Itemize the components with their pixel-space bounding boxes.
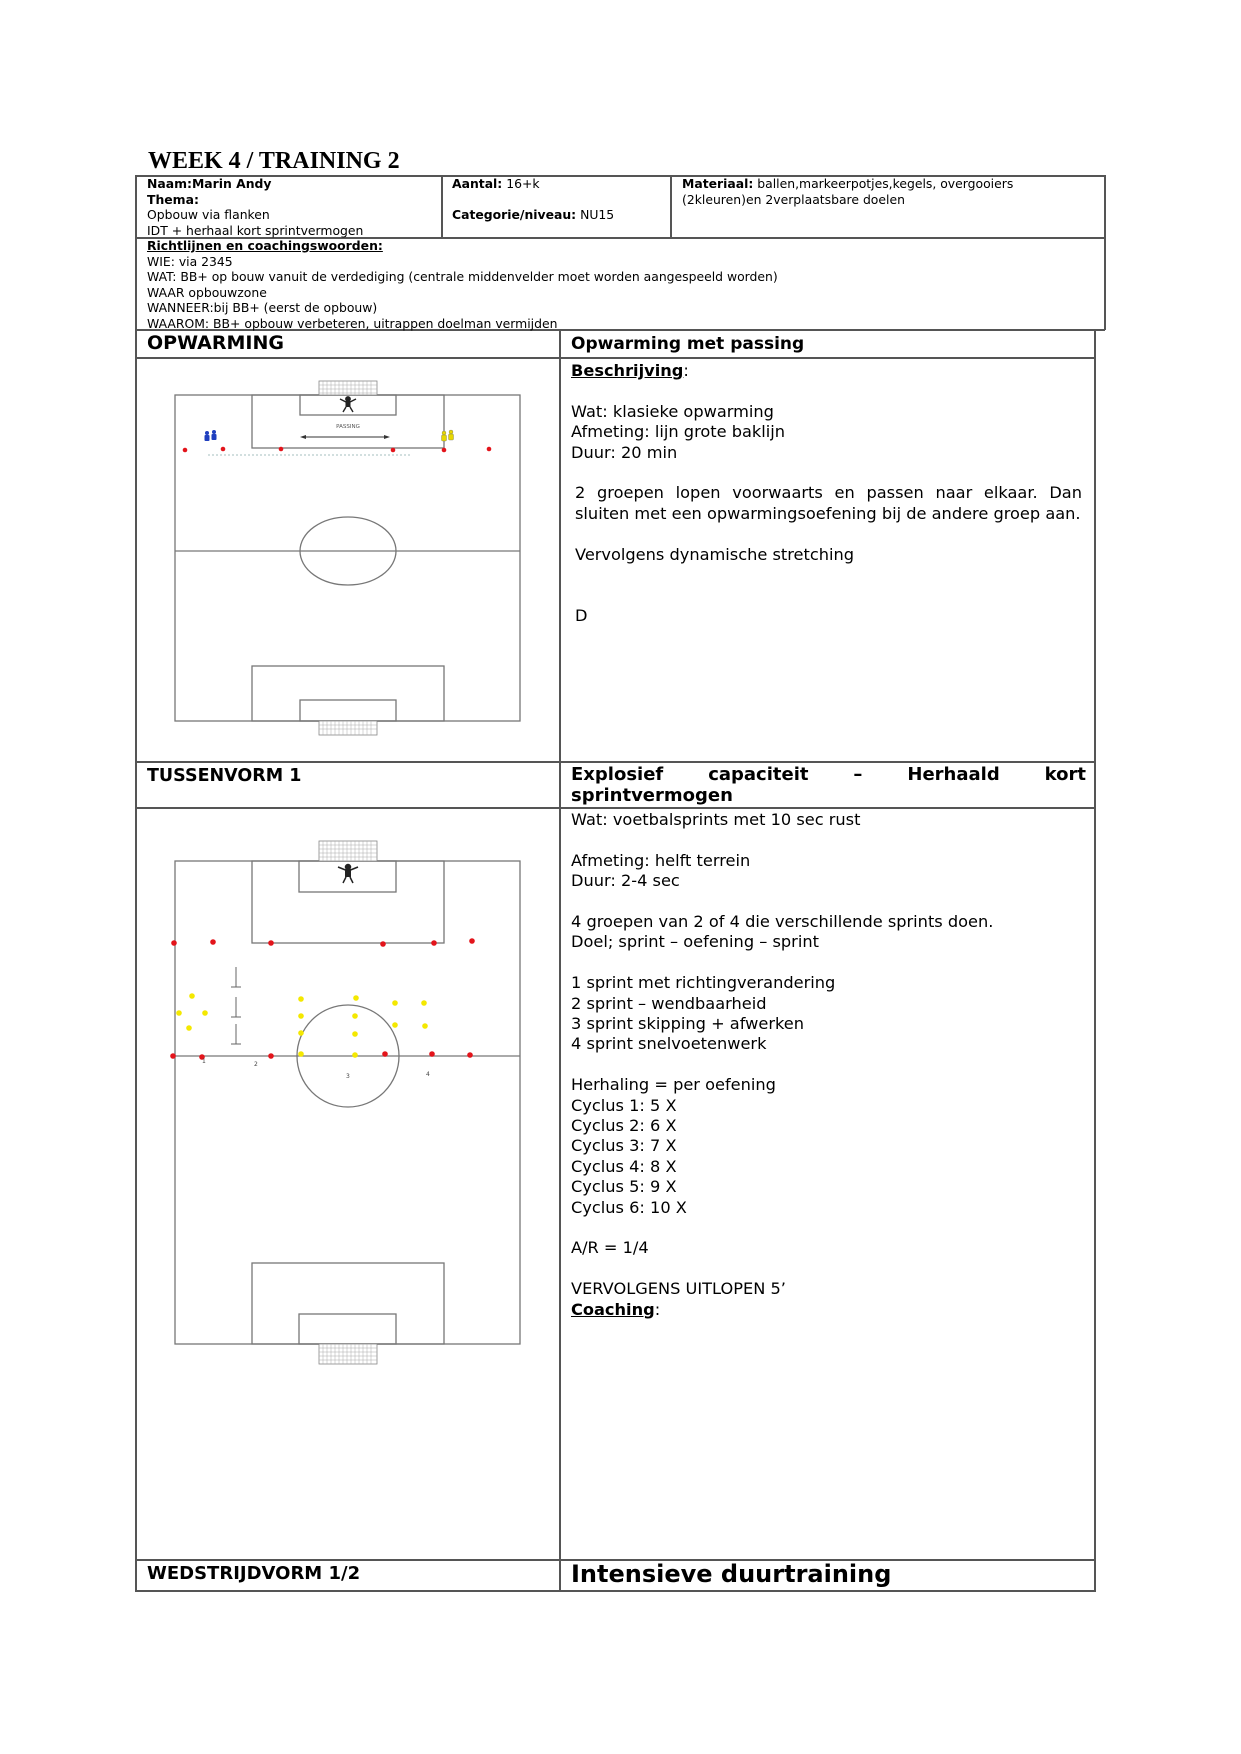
goalkeeper-icon (338, 865, 358, 884)
richtlijn-line: WANNEER:bij BB+ (eerst de opbouw) (147, 300, 378, 315)
desc-extra: Vervolgens dynamische stretching (575, 544, 855, 564)
goal-area-bottom (299, 1314, 396, 1344)
header-cell-richtlijnen (147, 238, 1097, 331)
cone-red (382, 1051, 388, 1057)
cone-red (391, 448, 396, 453)
coaching-label: Coaching (571, 1299, 655, 1319)
page-title: WEEK 4 / TRAINING 2 (148, 148, 400, 174)
goal-net-bottom (319, 721, 377, 735)
section-body-tussenvorm (571, 810, 1086, 1320)
hurdle-icon (231, 1024, 241, 1044)
cone-yellow (186, 1025, 192, 1031)
thema-label: Thema: (147, 191, 199, 207)
desc-line: Wat: klasieke opwarming (571, 401, 774, 421)
section-title-tussenvorm: Explosief capaciteit – Herhaald kort sprintvermogen (571, 764, 1086, 806)
cone-red (183, 448, 188, 453)
cone-red (268, 940, 274, 946)
cone-markers-yellow (176, 993, 428, 1058)
goal-area-bottom (300, 700, 396, 721)
desc-line: Duur: 2-4 sec (571, 871, 680, 891)
cone-red (380, 941, 386, 947)
hurdle-icon (231, 997, 241, 1017)
ar-ratio: A/R = 1/4 (571, 1238, 649, 1258)
cone-yellow (352, 1013, 358, 1019)
pitch-diagram-tussenvorm (160, 830, 540, 1375)
cone-yellow (298, 1030, 304, 1036)
cone-yellow (189, 993, 195, 999)
cone-yellow (298, 996, 304, 1002)
thema-line: IDT + herhaal kort sprintvermogen (147, 222, 364, 238)
table-border (135, 807, 1095, 809)
cyclus-line: Cyclus 3: 7 X (571, 1136, 677, 1156)
beschrijving-label: Beschrijving (571, 361, 684, 380)
desc-line: Wat: voetbalsprints met 10 sec rust (571, 810, 861, 829)
section-title-opwarming: Opwarming met passing (571, 334, 805, 354)
cone-red (268, 1053, 274, 1059)
cone-yellow (352, 1031, 358, 1037)
herhaling-line: Herhaling = per oefening (571, 1075, 776, 1095)
pitch-outline (175, 861, 520, 1344)
header-cell-materiaal (682, 176, 1102, 207)
cyclus-line: Cyclus 1: 5 X (571, 1095, 677, 1115)
table-border (670, 175, 672, 237)
cone-yellow (202, 1010, 208, 1016)
categorie-value: NU15 (576, 207, 615, 222)
cone-yellow (392, 1022, 398, 1028)
penalty-area-bottom (252, 1263, 444, 1344)
cone-yellow (392, 1000, 398, 1006)
team-blue-players (205, 430, 217, 441)
cyclus-line: Cyclus 2: 6 X (571, 1116, 677, 1136)
colon: : (683, 361, 689, 380)
materiaal-value: ballen,markeerpotjes,kegels, overgooiers (753, 176, 1014, 191)
cone-red (487, 447, 492, 452)
desc-trailing: D (575, 605, 588, 625)
zone-label: 4 (426, 1071, 430, 1078)
richtlijn-line: WAAROM: BB+ opbouw verbeteren, uitrappen doelman vermijden (147, 315, 558, 331)
richtlijn-line: WIE: via 2345 (147, 253, 233, 269)
player-yellow-icon (449, 430, 454, 440)
player-blue-icon (205, 431, 210, 441)
goal-net-bottom (319, 1344, 377, 1364)
cone-red (221, 447, 226, 452)
desc-line: Afmeting: lijn grote baklijn (571, 422, 786, 442)
cone-yellow (421, 1000, 427, 1006)
cone-yellow (298, 1051, 304, 1057)
zone-label: 3 (346, 1073, 350, 1080)
penalty-area-bottom (252, 666, 444, 721)
table-border (135, 357, 1095, 359)
section-body-opwarming (571, 361, 1086, 626)
section-label-wedstrijdvorm: WEDSTRIJDVORM 1/2 (147, 1563, 361, 1584)
sprint-item: 4 sprint snelvoetenwerk (571, 1034, 767, 1054)
section-label-tussenvorm: TUSSENVORM 1 (147, 766, 302, 786)
cone-red (170, 1053, 176, 1059)
cyclus-line: Cyclus 6: 10 X (571, 1197, 687, 1217)
desc-line: 4 groepen van 2 of 4 die verschillende sprints doen. (571, 912, 994, 931)
sprint-item: 1 sprint met richtingverandering (571, 973, 836, 993)
desc-line: Duur: 20 min (571, 442, 678, 462)
table-border (559, 330, 561, 1592)
richtlijn-line: WAAR opbouwzone (147, 284, 267, 300)
sprint-item: 2 sprint – wendbaarheid (571, 993, 767, 1013)
uitlopen-line: VERVOLGENS UITLOPEN 5’ (571, 1279, 786, 1299)
pitch-outline (175, 395, 520, 721)
richtlijnen-label: Richtlijnen en coachingswoorden: (147, 238, 383, 253)
sprint-item: 3 sprint skipping + afwerken (571, 1014, 805, 1034)
section-title-wedstrijdvorm: Intensieve duurtraining (571, 1560, 892, 1588)
desc-line: Doel; sprint – oefening – sprint (571, 932, 819, 952)
naam-label: Naam:Marin Andy (147, 176, 272, 191)
zone-label: 1 (202, 1058, 206, 1065)
goal-net-top (319, 381, 377, 395)
team-yellow-players (442, 430, 454, 441)
cone-red (210, 939, 216, 945)
cone-yellow (298, 1013, 304, 1019)
cyclus-line: Cyclus 4: 8 X (571, 1156, 677, 1176)
hurdle-icon (231, 967, 241, 987)
diagram-label-passing: PASSING (336, 424, 360, 430)
header-cell-naam (147, 176, 437, 238)
cone-yellow (352, 1052, 358, 1058)
cone-red (431, 940, 437, 946)
cone-yellow (176, 1010, 182, 1016)
cone-red (279, 447, 284, 452)
cone-red (171, 940, 177, 946)
cyclus-line: Cyclus 5: 9 X (571, 1177, 677, 1197)
pitch-diagram-opwarming (160, 370, 540, 750)
table-border (135, 330, 137, 1592)
colon: : (654, 1299, 661, 1319)
goal-net-top (319, 841, 377, 861)
player-yellow-icon (442, 431, 447, 441)
materiaal-label: Materiaal: (682, 176, 754, 191)
goalkeeper-icon (340, 397, 356, 412)
header-cell-aantal (452, 176, 667, 223)
desc-paragraph: 2 groepen lopen voorwaarts en passen naar elkaar. Dan sluiten met een opwarmingsoefening bij de andere groep aan. (575, 483, 1082, 523)
table-border (135, 175, 137, 330)
table-border (441, 175, 443, 237)
player-blue-icon (212, 430, 217, 440)
cone-red (442, 448, 447, 453)
cone-red (467, 1052, 473, 1058)
richtlijn-line: WAT: BB+ op bouw vanuit de verdediging (centrale middenvelder moet worden aangespeeld worden) (147, 269, 778, 284)
table-border (1104, 175, 1106, 330)
cone-yellow (422, 1023, 428, 1029)
hurdle-icons (231, 967, 241, 1044)
aantal-value: 16+k (502, 176, 540, 191)
section-label-opwarming: OPWARMING (147, 332, 284, 354)
table-border (1094, 330, 1096, 1592)
cone-red (469, 938, 475, 944)
thema-line: Opbouw via flanken (147, 207, 270, 222)
table-border (135, 1590, 1095, 1592)
cone-markers-red (170, 938, 475, 1060)
aantal-label: Aantal: (452, 176, 503, 191)
passing-arrow-icon (300, 435, 390, 439)
cone-yellow (353, 995, 359, 1001)
desc-line: Afmeting: helft terrein (571, 850, 751, 870)
categorie-label: Categorie/niveau: (452, 207, 577, 222)
materiaal-value-cont: (2kleuren)en 2verplaatsbare doelen (682, 191, 905, 207)
cone-red (429, 1051, 435, 1057)
table-border (135, 761, 1095, 763)
zone-label: 2 (254, 1061, 258, 1068)
